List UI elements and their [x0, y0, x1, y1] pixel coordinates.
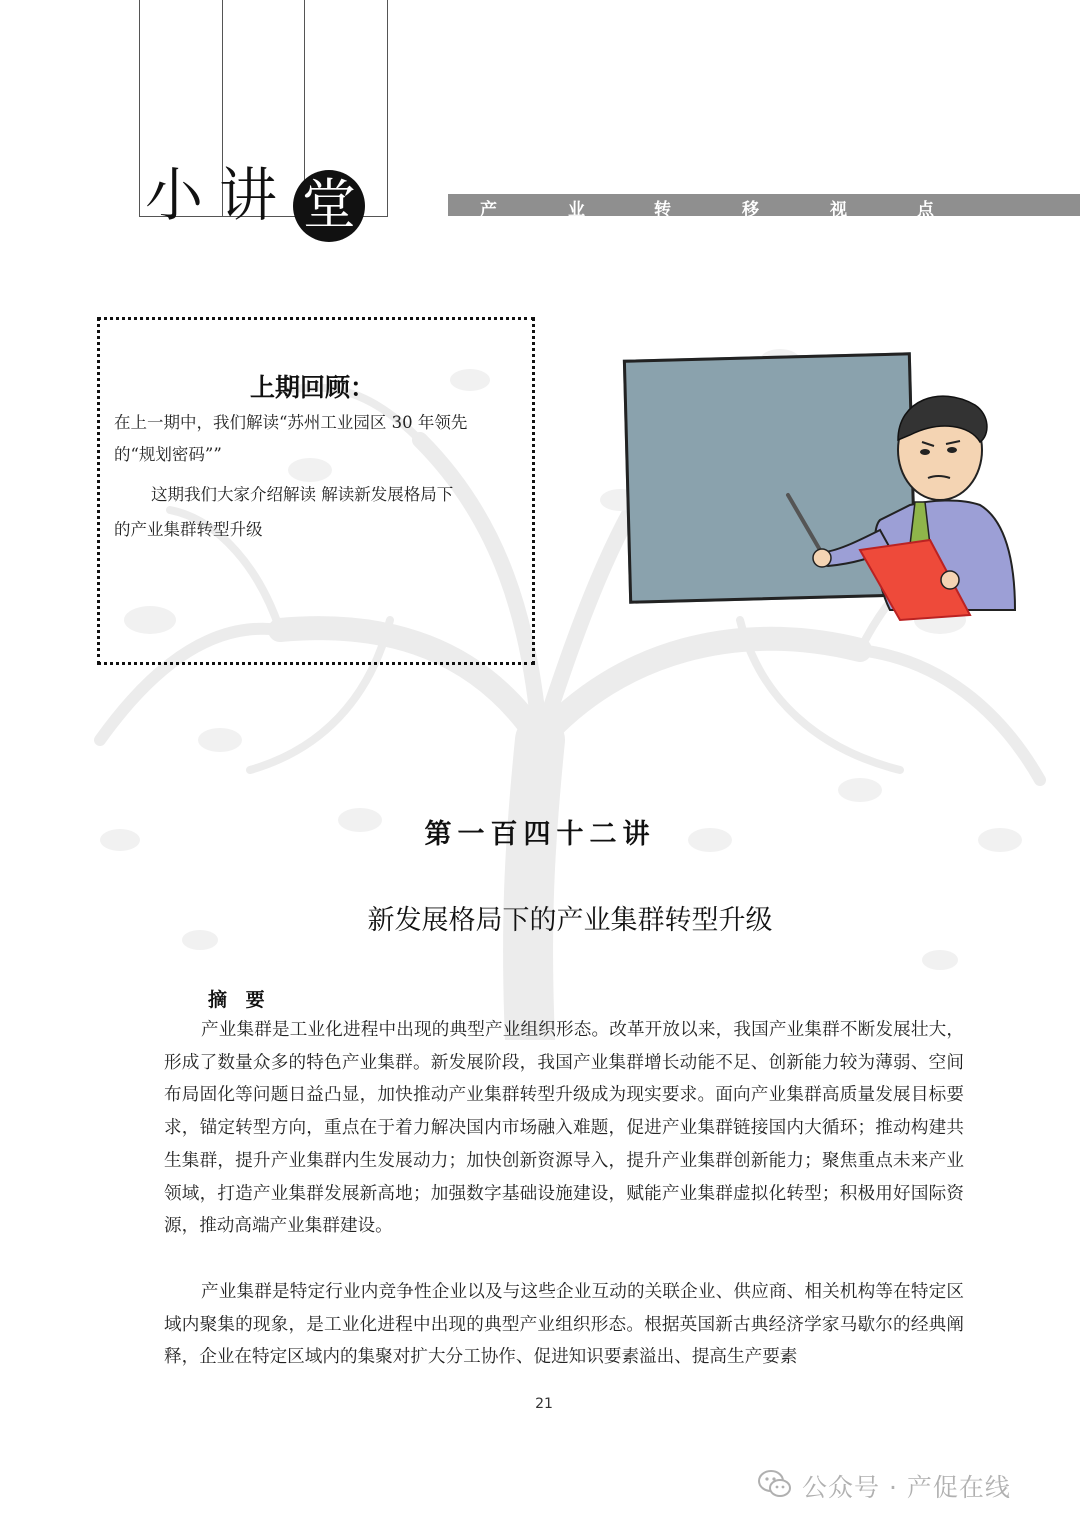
review-line: 的产业集群转型升级 — [114, 520, 263, 539]
review-line: 的“规划密码”” — [114, 445, 222, 464]
banner-char: 移 — [742, 200, 759, 220]
banner-char: 产 — [480, 200, 497, 220]
review-line: 在上一期中，我们解读“苏州工业园区 30 年领先 — [114, 413, 468, 432]
banner-char: 点 — [917, 200, 934, 220]
review-title: 上期回顾： — [250, 373, 376, 402]
review-line: 这期我们大家介绍解读 解读新发展格局下 — [151, 485, 454, 504]
body-paragraph: 产业集群是特定行业内竞争性企业以及与这些企业互动的关联企业、供应商、相关机构等在特定区域内聚集的现象，是工业化进程中出现的典型产业组织形态。根据英国新古典经济学家马歇尔的经典阐释，企业在特定区域内的集聚对扩大分工协作、促进知识要素溢出、提高生产要素 — [164, 1282, 964, 1368]
banner-char: 转 — [654, 200, 671, 220]
banner-char: 视 — [830, 200, 847, 220]
source-watermark: 公众号 · 产促在线 — [802, 1473, 1011, 1502]
masthead-char: 讲 — [219, 161, 294, 229]
wechat-icon — [758, 1469, 792, 1499]
abstract-paragraph: 产业集群是工业化进程中出现的典型产业组织形态。改革开放以来，我国产业集群不断发展壮大，形成了数量众多的特色产业集群。新发展阶段，我国产业集群增长动能不足、创新能力较为薄弱、空间布局固化等问题日益凸显，加快推动产业集群转型升级成为现实要求。面向产业集群高质量发展目标要求，锚定转型方向，重点在于着力解决国内市场融入难题，促进产业集群链接国内大循环；推动构建共生集群，提升产业集群内生发展动力；加快创新资源导入，提升产业集群创新能力；聚焦重点未来产业领域，打造产业集群发展新高地；加强数字基础设施建设，赋能产业集群虚拟化转型；积极用好国际资源，推动高端产业集群建设。 — [164, 1020, 964, 1237]
page-number: 21 — [535, 1396, 553, 1412]
masthead-title — [145, 148, 365, 242]
section-banner — [448, 194, 1080, 220]
header-divider — [387, 0, 388, 217]
masthead-char-circled: 堂 — [293, 170, 365, 242]
abstract-heading: 摘 要 — [208, 989, 271, 1011]
lecture-number: 第一百四十二讲 — [424, 819, 656, 850]
teacher-illustration — [780, 380, 1030, 630]
banner-char: 业 — [568, 200, 585, 220]
lecture-title: 新发展格局下的产业集群转型升级 — [367, 905, 773, 936]
masthead-char: 小 — [145, 161, 220, 229]
